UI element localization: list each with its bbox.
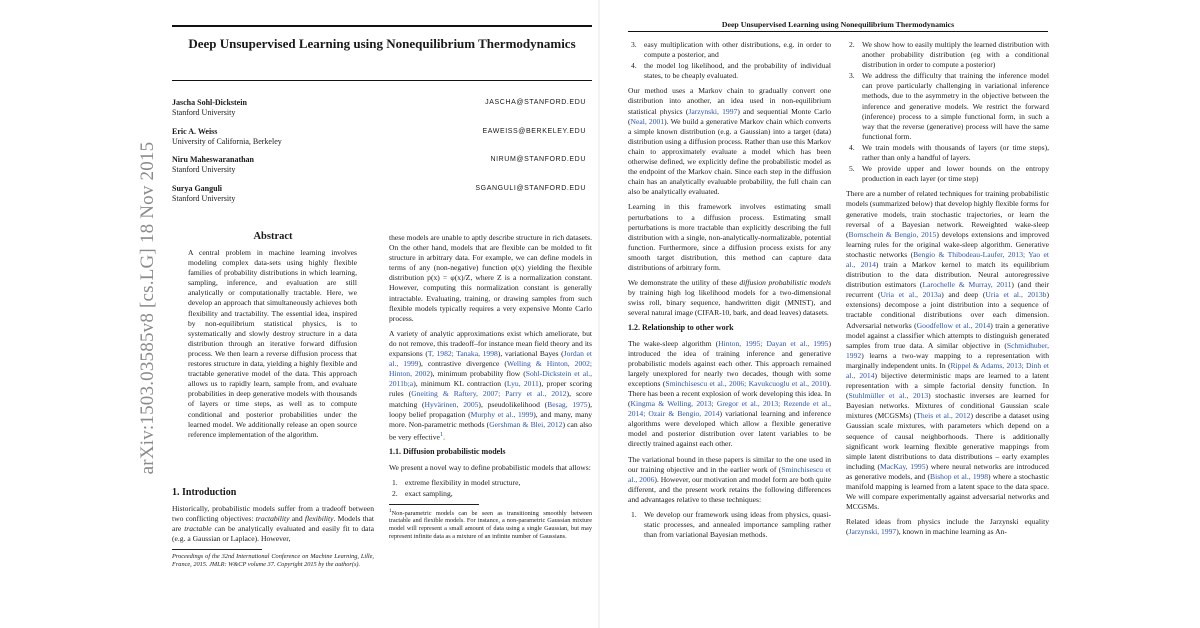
citation-link[interactable]: Larochelle & Murray, 2011 — [922, 280, 1012, 290]
paragraph: We demonstrate the utility of these diffusion probabilistic models by training high log likelihood models for a two-dimensional swiss roll, binary sequence, handwritten digit (MNIST), and several natural image (CIFAR-10, bark, and dead leaves) datasets. — [628, 278, 831, 318]
citation-link[interactable]: Jarzynski, 1997 — [688, 106, 738, 116]
footnote-rule — [172, 549, 262, 550]
proceedings-note: Proceedings of the 32nd International Conference on Machine Learning, Lille, France, 2015. JMLR: W&CP volume 37. Copyright 2015 by the author(s). — [172, 553, 374, 569]
author-name: Eric A. Weiss — [172, 126, 218, 136]
paper-page-2 — [600, 0, 1200, 628]
list-item: 4. the model log likelihood, and the probability of individual states, to be cheaply evaluated. — [631, 61, 831, 81]
citation-link[interactable]: Hyvärinen, 2005 — [424, 399, 479, 409]
author-affiliation: Stanford University — [172, 193, 236, 203]
introduction-section — [172, 485, 374, 569]
paragraph: The wake-sleep algorithm (Hinton, 1995; Dayan et al., 1995) introduced the idea of training inference and generative probabilistic models against each other. This approach remained largely unexplored for nearly two decades, though with some exceptions (Sminchisescu et al., 2006; Kavukcuoglu et al., 2010). There has been a recent explosion of work developing this idea. In (Kingma & Welling, 2013; Gregor et al., 2013; Rezende et al., 2014; Ozair & Bengio, 2014) variational learning and inference algorithms were developed which allow a flexible generative model and posterior distribution over latent variables to be directly trained against each other. — [628, 338, 832, 449]
title-top-rule — [172, 25, 592, 27]
citation-link[interactable]: Jordan et al., 1999 — [389, 349, 592, 369]
citation-link[interactable]: T, 1982; Tanaka, 1998 — [427, 349, 498, 359]
author-entry — [172, 98, 592, 127]
citation-link[interactable]: Bornschein & Bengio, 2015 — [848, 229, 937, 239]
author-email[interactable]: SGANGULI@STANFORD.EDU — [475, 184, 586, 192]
paragraph: Learning in this framework involves estimating small perturbations to a diffusion process. Estimating small perturbations is more tractable than explicitly describing the full distribution with a single, non-analytically-normalizable, potential function. Furthermore, since a diffusion process exists for any smooth target distribution, this method can capture data distributions of arbitrary form. — [628, 202, 831, 272]
column-4 — [846, 40, 1049, 543]
advantages-list — [628, 510, 831, 540]
author-entry — [172, 155, 592, 184]
author-name: Surya Ganguli — [172, 183, 223, 193]
footnote-rule — [389, 504, 479, 505]
citation-link[interactable]: Hinton, 1995; Dayan et al., 1995 — [718, 338, 829, 348]
paragraph: There are a number of related techniques for training probabilistic models (summarized below) that develop highly flexible forms for generative models, train stochastic trajectories, or learn the reversal of a Bayesian network. Reweighted wake-sleep (Bornschein & Bengio, 2015) develops extensions and improved learning rules for the original wake-sleep algorithm. Generative stochastic networks (Bengio & Thibodeau-Laufer, 2013; Yao et al., 2014) train a Markov kernel to match its equilibrium distribution to the data distribution. Neural autoregressive distribution estimators (Larochelle & Murray, 2011) (and their recurrent (Uria et al., 2013a) and deep (Uria et al., 2013b) extensions) decompose a joint distribution into a sequence of tractable conditional distributions over each dimension. Adversarial networks (Goodfellow et al., 2014) train a generative model against a classifier which attempts to distinguish generated samples from true data. A similar objective in (Schmidhuber, 1992) learns a two-way mapping to a representation with marginally independent units. In (Rippel & Adams, 2013; Dinh et al., 2014) bijective deterministic maps are learned to a latent representation with a simple factorial density function. In (Stuhlmüller et al., 2013) stochastic inverses are learned for Bayesian networks. Mixtures of conditional Gaussian scale mixtures (MCGSMs) (Theis et al., 2012) describe a dataset using Gaussian scale mixtures, with parameters which depend on a sequence of causal neighborhoods. There is additionally significant work learning flexible generative mappings from simple latent distributions to data distributions – early examples including (MacKay, 1995) where neural networks are introduced as generative models, and (Bishop et al., 1998) where a stochastic manifold mapping is learned from a latent space to the data space. We will compare experimentally against adversarial networks and MCGSMs. — [846, 189, 1050, 512]
citation-link[interactable]: Lyu, 2011 — [506, 379, 539, 389]
paragraph: Related ideas from physics include the Jarzynski equality (Jarzynski, 1997), known in machine learning as An- — [846, 517, 1049, 537]
list-item: 5. We provide upper and lower bounds on the entropy production in each layer (or time step) — [849, 164, 1049, 184]
arxiv-stamp: arXiv:1503.03585v8 [cs.LG] 18 Nov 2015 — [137, 141, 158, 475]
paragraph: these models are unable to aptly describe structure in rich datasets. On the other hand, models that are flexible can be molded to fit structure in arbitrary data. For example, we can define models in terms of any (non-negative) function φ(x) yielding the flexible distribution p(x) = φ(x)/Z, where Z is a normalization constant. However, computing this normalization constant is generally intractable. Evaluating, training, or drawing samples from such flexible models typically requires a very expensive Monte Carlo process. — [389, 233, 592, 323]
list-item: 3. We address the difficulty that training the inference model can prove particularly challenging in variational inference methods, due to the asymmetry in the objective between the inference and generative models. We restrict the forward (inference) process to a simple functional form, in such a way that the reverse (generative) process will have the same functional form. — [849, 71, 1049, 141]
citation-link[interactable]: Sminchisescu et al., 2006; Kavukcuoglu et al., 2010 — [665, 378, 827, 388]
citation-link[interactable]: MacKay, 1995 — [879, 461, 926, 471]
list-item: 3. easy multiplication with other distributions, e.g. in order to compute a posterior, and — [631, 40, 831, 60]
citation-link[interactable]: Gershman & Blei, 2012 — [489, 419, 563, 429]
footnote: $^1$Non-parametric models can be seen as transitioning smoothly between tractable and flexible models. For instance, a non-parametric Gaussian mixture model will represent a small amount of data using a single Gaussian, but may represent infinite data as a mixture of an infinite number of Gaussians. — [389, 507, 592, 541]
citation-link[interactable]: Rippel & Adams, 2013; Dinh et al., 2014 — [846, 360, 1049, 380]
author-name: Niru Maheswaranathan — [172, 155, 255, 164]
citation-link[interactable]: Besag, 1975 — [547, 399, 588, 409]
abstract-text — [188, 248, 357, 445]
citation-link[interactable]: Goodfellow et al., 2014 — [916, 320, 991, 330]
citation-link[interactable]: Stuhlmüller et al., 2013 — [848, 391, 929, 401]
footnote-marker[interactable]: 1 — [439, 430, 444, 438]
citation-link[interactable]: Kingma & Welling, 2013; Gregor et al., 2013; Rezende et al., 2014; Ozair & Bengio, 2014 — [628, 399, 831, 419]
citation-link[interactable]: Neal, 2001 — [630, 116, 665, 126]
advantages-list — [846, 40, 1049, 184]
author-email[interactable]: NIRUM@STANFORD.EDU — [490, 156, 586, 163]
running-header: Deep Unsupervised Learning using Nonequilibrium Thermodynamics — [721, 20, 955, 29]
author-entry — [172, 184, 592, 213]
citation-link[interactable]: Schmidhuber, 1992 — [846, 340, 1049, 360]
list-item: 2. We show how to easily multiply the learned distribution with another probability distribution (eg with a conditional distribution in order to compute a posterior) — [849, 40, 1049, 70]
author-affiliation: Stanford University — [172, 165, 236, 175]
list-item: 1. We develop our framework using ideas from physics, quasi-static processes, and annealed importance sampling rather than from variational Bayesian methods. — [631, 510, 831, 540]
citation-link[interactable]: Gneiting & Raftery, 2007; Parry et al., 2012 — [411, 389, 567, 399]
author-name: Jascha Sohl-Dickstein — [172, 98, 247, 107]
author-email[interactable]: JASCHA@STANFORD.EDU — [485, 99, 586, 106]
list-item: 2. exact sampling, — [392, 488, 453, 498]
paragraph: The variational bound in these papers is similar to the one used in our training objective and in the earlier work of (Sminchisescu et al., 2006). However, our motivation and model form are both quite different, and the present work retains the following differences and advantages relative to these techniques: — [628, 454, 831, 504]
citation-link[interactable]: Bengio & Thibodeau-Laufer, 2013; Yao et al., 2014 — [846, 249, 1050, 269]
paragraph: Our method uses a Markov chain to gradually convert one distribution into another, an idea used in non-equilibrium statistical physics (Jarzynski, 1997) and sequential Monte Carlo (Neal, 2001). We build a generative Markov chain which converts a simple known distribution (e.g. a Gaussian) into a target (data) distribution using a diffusion process. Rather than use this Markov chain to approximately evaluate a model which has been otherwise defined, we explicitly define the probabilistic model as the endpoint of the Markov chain. Since each step in the diffusion chain has an analytically evaluable probability, the full chain can also be analytically evaluated. — [628, 86, 832, 197]
column-2 — [389, 233, 592, 541]
paragraph: A variety of analytic approximations exist which ameliorate, but do not remove, this tradeoff–for instance mean field theory and its expansions (T, 1982; Tanaka, 1998), variational Bayes (Jordan et al., 1999), contrastive divergence (Welling & Hinton, 2002; Hinton, 2002), minimum probability flow (Sohl-Dickstein et al., 2011b;a), minimum KL contraction (Lyu, 2011), proper scoring rules (Gneiting & Raftery, 2007; Parry et al., 2012), score matching (Hyvärinen, 2005), pseudolikelihood (Besag, 1975), loopy belief propagation (Murphy et al., 1999), and many, many more. Non-parametric methods (Gershman & Blei, 2012) can also be very effective$^1$. — [389, 328, 593, 442]
citation-link[interactable]: Murphy et al., 1999 — [470, 409, 534, 419]
citation-link[interactable]: Uria et al., 2013a — [880, 290, 942, 300]
citation-link[interactable]: Jarzynski, 1997 — [848, 527, 897, 537]
paragraph: We present a novel way to define probabilistic models that allows: — [389, 462, 591, 472]
citation-link[interactable]: Sminchisescu et al., 2006 — [628, 464, 831, 484]
abstract-heading: Abstract — [253, 231, 293, 242]
section-heading: 1. Introduction — [172, 487, 237, 498]
subsection-heading: 1.1. Diffusion probabilistic models — [389, 447, 506, 457]
citation-link[interactable]: Sohl-Dickstein et al., 2011b;a — [389, 369, 592, 389]
contribution-list — [628, 40, 831, 81]
column-3 — [628, 40, 831, 545]
citation-link[interactable]: Bishop et al., 1998 — [930, 471, 989, 481]
paper-title: Deep Unsupervised Learning using Nonequilibrium Thermodynamics — [188, 36, 576, 51]
author-entry — [172, 127, 592, 156]
citation-link[interactable]: Welling & Hinton, 2002; Hinton, 2002 — [389, 359, 592, 379]
author-affiliation: Stanford University — [172, 108, 236, 118]
list-item: 4. We train models with thousands of layers (or time steps), rather than only a handful of layers. — [849, 142, 1049, 163]
citation-link[interactable]: Uria et al., 2013b — [985, 290, 1047, 300]
abstract-paragraph: A central problem in machine learning involves modeling complex data-sets using highly flexible families of probability distributions in which learning, sampling, inference, and evaluation are still analytically or computationally tractable. Here, we develop an approach that simultaneously achieves both flexibility and tractability. The essential idea, inspired by non-equilibrium statistical physics, is to systematically and slowly destroy structure in a data distribution through an iterative forward diffusion process. We then learn a reverse diffusion process that restores structure in data, yielding a highly flexible and tractable generative model of the data. This approach allows us to rapidly learn, sample from, and evaluate probabilities in deep generative models with thousands of layers or time steps, as well as to compute conditional and posterior probabilities under the learned model. We additionally release an open source reference implementation of the algorithm. — [188, 248, 357, 439]
subsection-heading: 1.2. Relationship to other work — [628, 323, 734, 333]
header-rule — [628, 31, 1048, 32]
contribution-list — [389, 478, 592, 499]
author-email[interactable]: EAWEISS@BERKELEY.EDU — [482, 127, 586, 135]
intro-paragraph: Historically, probabilistic models suffer from a tradeoff between two conflicting objectives: tractability and flexibility. Models that are tractable can be analytically evaluated and easily fit to data (e.g. a Gaussian or Laplace). However, — [172, 504, 374, 544]
citation-link[interactable]: Theis et al., 2012 — [916, 411, 971, 421]
title-bottom-rule — [172, 80, 592, 81]
author-list — [172, 98, 592, 212]
list-item: 1. extreme flexibility in model structure, — [392, 477, 521, 487]
author-affiliation: University of California, Berkeley — [172, 136, 282, 146]
